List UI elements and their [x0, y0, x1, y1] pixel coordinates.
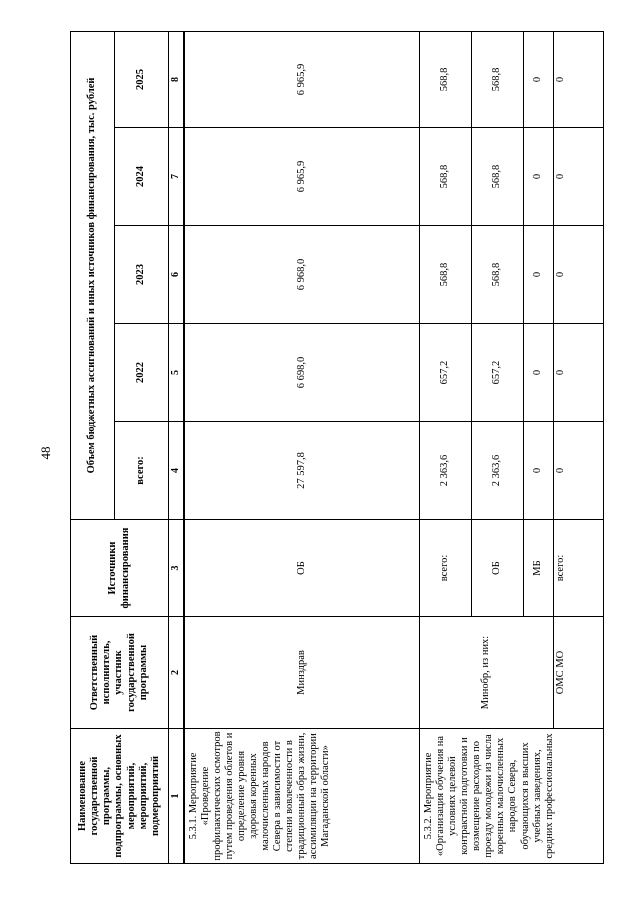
value-total: 2 363,6 — [420, 422, 472, 520]
funding-source: всего: — [420, 520, 472, 617]
value-2023: 0 — [524, 226, 554, 324]
header-total: всего: — [115, 422, 169, 520]
value-2023: 568,8 — [420, 226, 472, 324]
value-2022: 0 — [524, 324, 554, 422]
column-number: 1 — [169, 729, 184, 864]
executor: Минздрав — [184, 617, 420, 729]
value-total: 2 363,6 — [472, 422, 524, 520]
column-number: 5 — [169, 324, 184, 422]
value-2022: 0 — [554, 324, 604, 422]
funding-source: ОБ — [472, 520, 524, 617]
column-number: 4 — [169, 422, 184, 520]
event-name: 5.3.1. Мероприятие «Проведение профилактических осмотров путем проведения облетов и определение уровня здоровья коренных малочисленных народов Севера в зависимости от степени вовлеченности в традиционный образ жизни, ассимиляции на территории Магаданской области» — [184, 729, 420, 864]
value-2025: 568,8 — [420, 31, 472, 127]
rotated-table-wrapper — [70, 32, 602, 864]
funding-source: МБ — [524, 520, 554, 617]
executor: ОМС МО — [554, 617, 604, 729]
column-number: 2 — [169, 617, 184, 729]
value-2024: 0 — [524, 128, 554, 226]
header-2025: 2025 — [115, 31, 169, 127]
financing-table — [70, 31, 604, 864]
value-2024: 568,8 — [472, 128, 524, 226]
column-number-row — [169, 31, 184, 863]
column-number: 7 — [169, 128, 184, 226]
header-2023: 2023 — [115, 226, 169, 324]
column-number: 6 — [169, 226, 184, 324]
funding-source: ОБ — [184, 520, 420, 617]
header-source: Источники финансирования — [71, 520, 169, 617]
column-number: 8 — [169, 31, 184, 127]
value-2025: 0 — [524, 31, 554, 127]
header-2022: 2022 — [115, 324, 169, 422]
header-volume-group: Объем бюджетных ассигнований и иных источников финансирования, тыс. рублей — [71, 31, 115, 519]
value-2025: 6 965,9 — [184, 31, 420, 127]
value-2022: 657,2 — [472, 324, 524, 422]
column-number: 3 — [169, 520, 184, 617]
value-2024: 0 — [554, 128, 604, 226]
value-2023: 0 — [554, 226, 604, 324]
header-2024: 2024 — [115, 128, 169, 226]
value-2024: 568,8 — [420, 128, 472, 226]
value-total: 27 597,8 — [184, 422, 420, 520]
value-2025: 0 — [554, 31, 604, 127]
value-2022: 6 698,0 — [184, 324, 420, 422]
header-name: Наименование государственной программы, подпрограммы, основных мероприятий, мероприятий, подмероприятий — [71, 729, 169, 864]
page-number: 48 — [38, 446, 53, 460]
funding-source: всего: — [554, 520, 604, 617]
table-row — [184, 31, 420, 863]
value-2022: 657,2 — [420, 324, 472, 422]
value-2023: 568,8 — [472, 226, 524, 324]
value-2023: 6 968,0 — [184, 226, 420, 324]
table-row — [420, 31, 472, 863]
value-2024: 6 965,9 — [184, 128, 420, 226]
event-name: 5.3.2. Мероприятие «Организация обучения на условиях целевой контрактной подготовки и возмещение расходов по проезду молодежи из числа коренных малочисленных народов Севера, обучающихся в высших учебных заведениях, средних профессиональных — [420, 729, 604, 864]
value-total: 0 — [554, 422, 604, 520]
header-executor: Ответственный исполнитель, участник государственной программы — [71, 617, 169, 729]
value-total: 0 — [524, 422, 554, 520]
value-2025: 568,8 — [472, 31, 524, 127]
executor: Минобр, из них: — [420, 617, 554, 729]
